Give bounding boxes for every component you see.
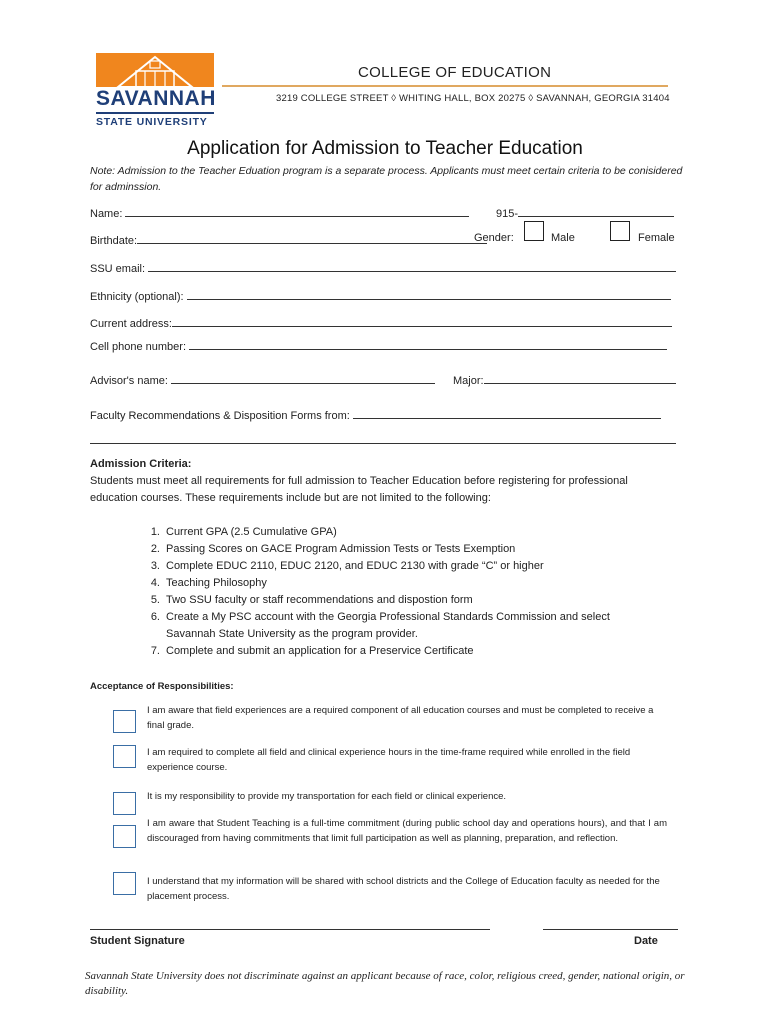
- nondiscrimination-statement: Savannah State University does not discriminate against an applicant because of race, color, religious creed, gender, national origin, or disability.: [85, 970, 685, 997]
- requirement-item: 6. Create a My PSC account with the Georgia Professional Standards Commission and select: [150, 611, 610, 623]
- requirement-item: 7. Complete and submit an application for a Preservice Certificate: [150, 645, 474, 657]
- major-field[interactable]: [484, 372, 676, 384]
- university-logo: [96, 53, 214, 87]
- ethnicity-label: Ethnicity (optional):: [90, 291, 184, 303]
- admission-note: Note: Admission to the Teacher Eduation program is a separate process. Applicants must meet certain criteria to be conisidered for adminssion.: [90, 165, 683, 193]
- logo-subtitle: STATE UNIVERSITY: [96, 116, 208, 128]
- acceptance-checkbox-4[interactable]: [113, 825, 136, 848]
- birthdate-row: [90, 232, 487, 247]
- ssu-email-label: SSU email:: [90, 263, 146, 275]
- acceptance-checkbox-1[interactable]: [113, 710, 136, 733]
- address-field[interactable]: [172, 315, 672, 327]
- college-address: 3219 COLLEGE STREET ◊ WHITING HALL, BOX 20275 ◊ SAVANNAH, GEORGIA 31404: [276, 93, 670, 104]
- name-field[interactable]: [125, 205, 469, 217]
- date-field[interactable]: [543, 929, 678, 930]
- college-name: COLLEGE OF EDUCATION: [358, 64, 552, 81]
- student-signature-field[interactable]: [90, 929, 490, 930]
- requirements-list: [140, 524, 680, 660]
- gender-male-label: Male: [551, 232, 575, 244]
- id-number-field[interactable]: [518, 205, 674, 217]
- advisor-field[interactable]: [171, 372, 435, 384]
- birthdate-field[interactable]: [137, 232, 487, 244]
- page-title: Application for Admission to Teacher Education: [187, 138, 583, 159]
- phone-prefix-row: [496, 205, 674, 220]
- address-label: Current address:: [90, 318, 172, 330]
- ethnicity-field[interactable]: [187, 288, 671, 300]
- phone-prefix-label: 915-: [496, 208, 519, 220]
- requirement-item: 3. Complete EDUC 2110, EDUC 2120, and EDUC 2130 with grade “C” or higher: [150, 560, 544, 572]
- requirement-item: 2. Passing Scores on GACE Program Admission Tests or Tests Exemption: [150, 543, 516, 555]
- logo-wordmark: SAVANNAH: [96, 87, 216, 110]
- gender-label: Gender:: [474, 232, 514, 244]
- address-row: [90, 315, 672, 330]
- acceptance-heading: Acceptance of Responsibilities:: [90, 681, 234, 692]
- advisor-row: [90, 372, 435, 387]
- criteria-intro: Students must meet all requirements for full admission to Teacher Education before registering for professional education courses. These requirements include but are not limited to the following:: [90, 475, 628, 504]
- acceptance-statement: I am aware that field experiences are a required component of all education courses and must be completed to receive a final grade.: [147, 705, 654, 731]
- ssu-email-field[interactable]: [148, 260, 676, 272]
- cell-phone-label: Cell phone number:: [90, 341, 187, 353]
- student-signature-label: Student Signature: [90, 935, 185, 947]
- faculty-recs-label: Faculty Recommendations & Disposition Forms from:: [90, 410, 350, 422]
- faculty-recs-row: [90, 407, 661, 422]
- criteria-heading: Admission Criteria:: [90, 458, 192, 470]
- gender-female-checkbox[interactable]: [610, 221, 630, 241]
- requirement-item: 5. Two SSU faculty or staff recommendations and dispostion form: [150, 594, 473, 606]
- major-label: Major:: [453, 375, 484, 387]
- requirement-item: 1. Current GPA (2.5 Cumulative GPA): [150, 526, 337, 538]
- ssu-email-row: [90, 260, 676, 275]
- faculty-recs-field-line2[interactable]: [90, 443, 676, 444]
- faculty-recs-field[interactable]: [353, 407, 661, 419]
- acceptance-checkbox-3[interactable]: [113, 792, 136, 815]
- date-label: Date: [634, 935, 658, 947]
- acceptance-checkbox-2[interactable]: [113, 745, 136, 768]
- logo-divider: [96, 112, 214, 114]
- acceptance-statement: I am required to complete all field and clinical experience hours in the time-frame required while enrolled in the field experience course.: [147, 747, 631, 773]
- birthdate-label: Birthdate:: [90, 235, 138, 247]
- requirement-item: 4. Teaching Philosophy: [150, 577, 267, 589]
- name-row: [90, 205, 469, 220]
- name-label: Name:: [90, 208, 123, 220]
- cell-phone-row: [90, 338, 667, 353]
- acceptance-checkbox-5[interactable]: [113, 872, 136, 895]
- gender-male-checkbox[interactable]: [524, 221, 544, 241]
- advisor-label: Advisor's name:: [90, 375, 168, 387]
- acceptance-statement: It is my responsibility to provide my transportation for each field or clinical experience.: [147, 791, 507, 802]
- major-row: [453, 372, 676, 387]
- acceptance-statement: I understand that my information will be shared with school districts and the College of Education faculty as needed for the placement process.: [147, 876, 660, 902]
- building-icon: [96, 53, 214, 87]
- acceptance-statement: I am aware that Student Teaching is a full-time commitment (during public school day and operations hours), and that I am discouraged from having commitments that limit full participation as well as planning, preparation, and reflection.: [147, 818, 667, 844]
- header-rule: [222, 85, 668, 87]
- ethnicity-row: [90, 288, 671, 303]
- cell-phone-field[interactable]: [189, 338, 667, 350]
- gender-female-label: Female: [638, 232, 675, 244]
- requirement-item-continued: Savannah State University as the program provider.: [166, 628, 418, 640]
